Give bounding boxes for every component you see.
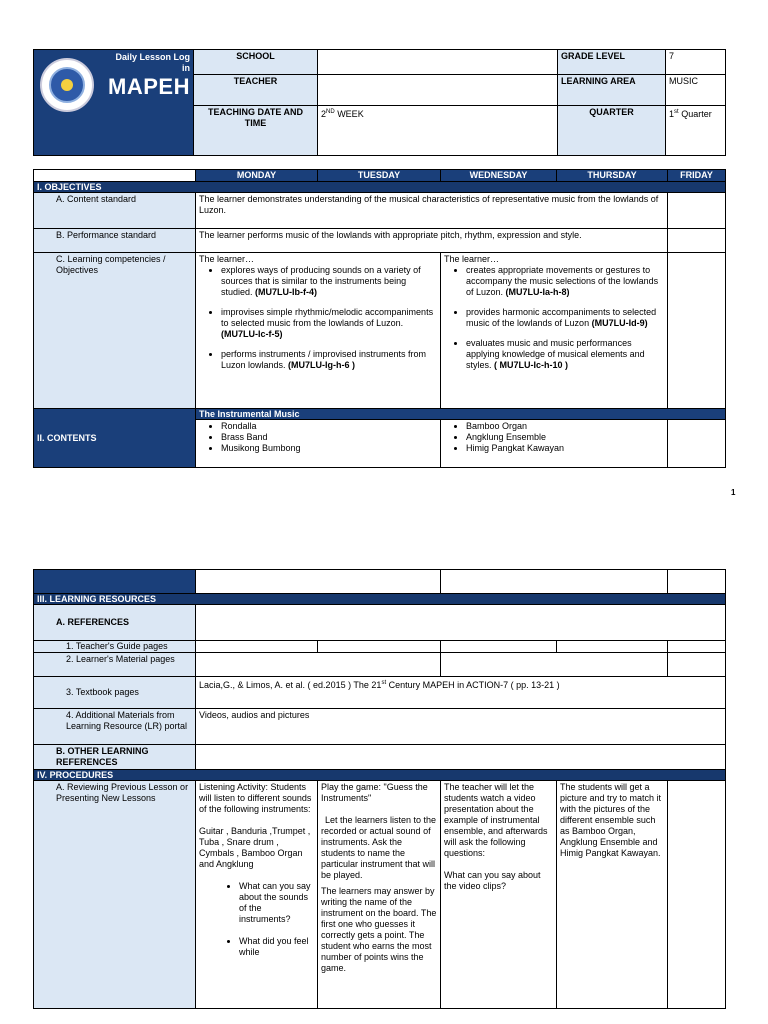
top-right-blank (441, 570, 668, 594)
day-thursday: THURSDAY (557, 170, 668, 182)
list-item: • Angklung Ensemble (466, 432, 664, 443)
mapeh-title: MAPEH (108, 74, 190, 99)
contents-left (196, 420, 441, 468)
grade-level-label: GRADE LEVEL (558, 50, 666, 75)
procedures-heading: IV. PROCEDURES (34, 770, 726, 781)
other-references-label: B. OTHER LEARNING REFERENCES (34, 745, 196, 770)
contents-topic: The Instrumental Music (196, 409, 726, 420)
top-friday-blank (668, 570, 726, 594)
content-standard-friday (668, 193, 726, 229)
additional-materials-label: 4. Additional Materials from Learning Resource (LR) portal (34, 709, 196, 745)
content-standard-text: The learner demonstrates understanding of the musical characteristics of representative music from the lowlands of Luzon. (196, 193, 668, 229)
objectives-table (33, 169, 726, 468)
page-number: 1 (731, 488, 736, 497)
grade-level-value: 7 (666, 50, 726, 75)
list-item: • Rondalla (221, 421, 437, 432)
learning-area-value: MUSIC (666, 75, 726, 106)
review-wednesday: The teacher will let the students watch a video presentation about the example of instrumental ensemble, and afterwards will ask the following questions: What can you say about the video clips? (441, 781, 557, 1009)
review-tuesday: Play the game: "Guess the Instruments" Let the learners listen to the recorded or actual sound of instruments. Ask the students to name the particular instrument that will be played. The learners may answer by writing the name of the instrument on the board. The first one who guesses it correctly gets a point. The student who earns the most number of points wins the game. (318, 781, 441, 1009)
performance-standard-friday (668, 229, 726, 253)
additional-materials-value: Videos, audios and pictures (196, 709, 726, 745)
objectives-heading: I. OBJECTIVES (34, 182, 726, 193)
teaching-date-label: TEACHING DATE AND TIME (194, 106, 318, 156)
day-corner (34, 170, 196, 182)
review-thursday: The students will get a picture and try to match it with the pictures of the different ensemble such as Bamboo Organ, Angklung Ensemble and Himig Pangkat Kawayan. (557, 781, 668, 1009)
references-value (196, 605, 726, 641)
competencies-label: C. Learning competencies / Objectives (34, 253, 196, 409)
quarter-value: 1st Quarter (666, 106, 726, 156)
day-friday: FRIDAY (668, 170, 726, 182)
school-label: SCHOOL (194, 50, 318, 75)
teachers-guide-mon (196, 641, 318, 653)
learners-material-left (196, 653, 441, 677)
deped-seal-icon (40, 58, 94, 112)
review-friday (668, 781, 726, 1009)
review-monday: Listening Activity: Students will listen to different sounds of the following instruments: Guitar , Banduria ,Trumpet , Tuba , Snare drum , Cymbals , Bamboo Organ and Angklung • What can you say about the sounds of the instruments? • What did you feel while (196, 781, 318, 1009)
resources-heading: III. LEARNING RESOURCES (34, 594, 726, 605)
performance-standard-text: The learner performs music of the lowlands with appropriate pitch, rhythm, expression and style. (196, 229, 668, 253)
references-label: A. REFERENCES (34, 605, 196, 641)
competencies-left: The learner… • explores ways of producing sounds on a variety of sources that is similar to the instruments being studied. (MU7LU-Ib-f-4) • improvises simple rhythmic/melodic accompaniments to selected music from the lowlands of Luzon. (MU7LU-Ic-f-5) • performs instruments / improvised instruments from Luzon lowlands. (MU7LU-Ig-h-6 ) (196, 253, 441, 409)
performance-standard-label: B. Performance standard (34, 229, 196, 253)
list-item: • improvises simple rhythmic/melodic accompaniments to selected music from the lowlands of Luzon. (MU7LU-Ic-f-5) (221, 307, 437, 340)
list-item: • performs instruments / improvised instruments from Luzon lowlands. (MU7LU-Ig-h-6 ) (221, 349, 437, 371)
resources-table (33, 569, 726, 1009)
teachers-guide-label: 1. Teacher's Guide pages (34, 641, 196, 653)
competencies-friday (668, 253, 726, 409)
review-lesson-label: A. Reviewing Previous Lesson or Presenting New Lessons (34, 781, 196, 1009)
teachers-guide-tue (318, 641, 441, 653)
school-value (318, 50, 558, 75)
learners-material-label: 2. Learner's Material pages (34, 653, 196, 677)
teaching-date-value: 2ND WEEK (318, 106, 558, 156)
top-left-blank (196, 570, 441, 594)
list-item: • Himig Pangkat Kawayan (466, 443, 664, 454)
contents-heading: II. CONTENTS (34, 409, 196, 468)
day-wednesday: WEDNESDAY (441, 170, 557, 182)
content-standard-label: A. Content standard (34, 193, 196, 229)
list-item: • provides harmonic accompaniments to selected music of the lowlands of Luzon (MU7LU-Id-9) (466, 307, 664, 329)
log-title: Daily Lesson Log in (115, 52, 190, 73)
teachers-guide-thu (557, 641, 668, 653)
learners-material-right (441, 653, 668, 677)
other-references-value (196, 745, 726, 770)
list-item: • What did you feel while (239, 936, 314, 958)
list-item: • evaluates music and music performances applying knowledge of musical elements and styles. ( MU7LU-Ic-h-10 ) (466, 338, 664, 371)
teachers-guide-wed (441, 641, 557, 653)
list-item: • What can you say about the sounds of the instruments? (239, 881, 314, 925)
list-item: • creates appropriate movements or gestures to accompany the music selections of the lowlands of Luzon. (MU7LU-Ia-h-8) (466, 265, 664, 298)
contents-right (441, 420, 668, 468)
list-item: • explores ways of producing sounds on a variety of sources that is similar to the instruments being studied. (MU7LU-Ib-f-4) (221, 265, 437, 298)
learning-area-label: LEARNING AREA (558, 75, 666, 106)
contents-friday (668, 420, 726, 468)
teacher-label: TEACHER (194, 75, 318, 106)
list-item: • Bamboo Organ (466, 421, 664, 432)
list-item: • Musikong Bumbong (221, 443, 437, 454)
teacher-value (318, 75, 558, 106)
textbook-label: 3. Textbook pages (34, 677, 196, 709)
day-monday: MONDAY (196, 170, 318, 182)
resources-corner (34, 570, 196, 594)
textbook-value: Lacia,G., & Limos, A. et al. ( ed.2015 ) The 21st Century MAPEH in ACTION-7 ( pp. 13-21 ) (196, 677, 726, 709)
day-tuesday: TUESDAY (318, 170, 441, 182)
list-item: • Brass Band (221, 432, 437, 443)
competencies-right: The learner… • creates appropriate movements or gestures to accompany the music selections of the lowlands of Luzon. (MU7LU-Ia-h-8) • provides harmonic accompaniments to selected music of the lowlands of Luzon (MU7LU-Id-9) • evaluates music and music performances applying knowledge of musical elements and styles. ( MU7LU-Ic-h-10 ) (441, 253, 668, 409)
quarter-label: QUARTER (558, 106, 666, 156)
learners-material-fri (668, 653, 726, 677)
teachers-guide-fri (668, 641, 726, 653)
